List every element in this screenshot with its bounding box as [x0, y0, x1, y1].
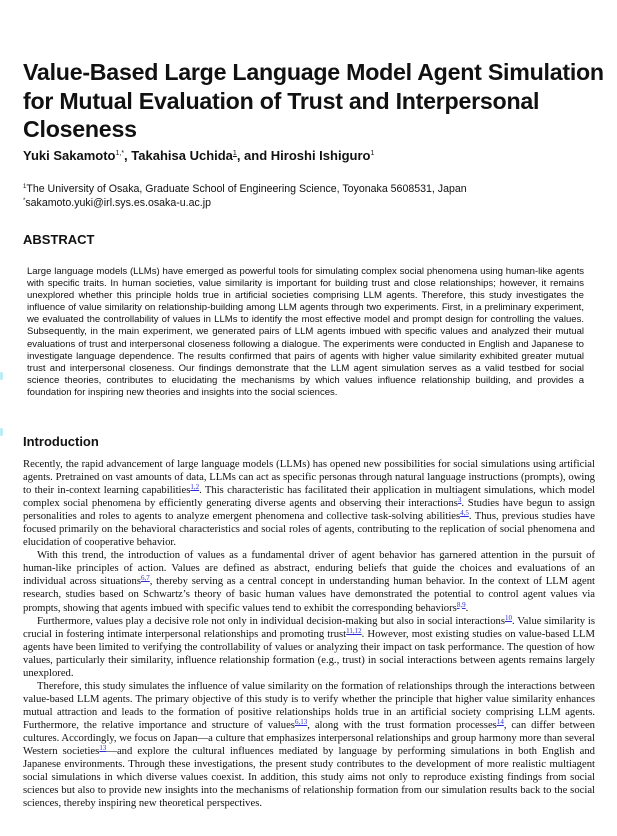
email-text: sakamoto.yuki@irl.sys.es.osaka-u.ac.jp: [25, 196, 211, 209]
paragraph-text: . However, most existing studies on value-based LLM agents have been limited to verifying the controllability of values or analyzing their impact on task performance. The question of how values, particularly their similarity, influence relationship formation (e.g., trust) in social interactions between agents remains largely unexplored.: [23, 628, 596, 679]
citation-link[interactable]: 13: [99, 744, 107, 753]
paper-title: Value-Based Large Language Model Agent Simulation for Mutual Evaluation of Trust and Interpersonal Closeness: [23, 59, 604, 142]
paragraph: [23, 549, 595, 614]
paragraph-text: . Value similarity is crucial in fostering intimate interpersonal relationships and promoting trust: [23, 615, 595, 640]
affiliations: [23, 183, 613, 210]
introduction-body: [23, 458, 595, 810]
paragraph: [23, 615, 595, 680]
paragraph: [23, 680, 595, 810]
abstract-heading: ABSTRACT: [23, 232, 95, 247]
paragraph-text: . Studies have begun to assign personalities and roles to agents to analyze emergent phenomena and collective task-solving abilities: [23, 498, 595, 523]
author-separator: , and: [236, 148, 271, 163]
citation-link[interactable]: 10: [504, 613, 512, 622]
citation-link[interactable]: 8,9: [456, 600, 466, 609]
paragraph-text: , thereby serving as a central concept in understanding human behavior. In the context of LLM agent research, studies based on Schwartz’s theory of basic human values have demonstrated the potential to control agent values via prompts, showing that agents imbued with specific values tend to exhibit the corresponding behaviors: [23, 576, 595, 614]
paragraph-text: Recently, the rapid advancement of large language models (LLMs) has opened new possibilities for social simulations using artificial agents. Pretrained on vast amounts of data, LLMs can act as specific personas through natural language instructions (prompts), owing to their in-context learning capabilities: [23, 459, 595, 497]
paragraph-text: —and explore the cultural influences mediated by language by performing simulations in both English and Japanese environments. Through these investigations, the present study contributes to the development of more realistic multiagent social simulations in which diverse values coexist. In addition, this study aims not only to reproduce existing findings from social sciences but also to provide new insights into the mechanisms of relationship formation from our simulation results back to the social sciences, thereby inspiring new theoretical perspectives.: [23, 746, 595, 810]
paragraph-text: , along with the trust formation processes: [307, 719, 497, 731]
paragraph: [23, 458, 595, 549]
affiliation-link[interactable]: 1: [232, 150, 237, 157]
paragraph-text: . Thus, previous studies have focused primarily on the behavioral characteristics and social roles of agents, contributing to the replication of social phenomena and elucidation of cooperative behavior.: [23, 511, 595, 549]
margin-marker: [0, 428, 3, 436]
author-name: Yuki Sakamoto: [23, 148, 116, 163]
section-heading-introduction: Introduction: [23, 434, 99, 449]
author-name: Takahisa Uchida: [131, 148, 233, 163]
paragraph-text: Therefore, this study simulates the influence of value similarity on the formation of relationships through the interactions between value-based LLM agents. The primary objective of this study is to verify whether the principle that higher value similarity enhances mutual attraction and leads to the formation of positive relationships holds true in an artificial society comprising LLM agents. Furthermore, the relative importance and structure of values: [23, 680, 595, 731]
citation-link[interactable]: 1,2: [190, 483, 200, 492]
paragraph-text: With this trend, the introduction of values as a fundamental driver of agent behavior has garnered attention in the pursuit of human-like principles of action. Values are defined as abstract, enduring beliefs that guide the choices and evaluations of an individual across situations: [23, 550, 595, 588]
author-separator: ,: [124, 148, 132, 163]
corresponding-mark: *: [23, 197, 26, 204]
affiliation-text: The University of Osaka, Graduate School of Engineering Science, Toyonaka 5608531, Japan: [26, 183, 467, 195]
author-affiliation-mark: 1,*: [115, 150, 125, 157]
email-line: [23, 197, 613, 211]
paragraph-text: . This characteristic has facilitated their application in multiagent simulations, which model complex social phenomena by efficiently generating diverse agents and observing their interactions: [23, 485, 596, 510]
margin-marker: [0, 372, 3, 380]
paragraph-text: .: [465, 602, 469, 614]
citation-link[interactable]: 3: [457, 496, 462, 505]
affiliation-mark: 1: [23, 184, 27, 190]
paragraph-text: , can differ between cultures. Accordingly, we focus on Japan—a culture that emphasizes interpersonal relationships and group harmony more than several Western societies: [23, 719, 595, 758]
citation-link[interactable]: 6,7: [140, 574, 150, 583]
author-affiliation-mark: 1: [370, 150, 375, 157]
author-list: [23, 148, 613, 164]
affiliation-line: [23, 183, 613, 197]
citation-link[interactable]: 11,12: [346, 626, 362, 635]
citation-link[interactable]: 4,5: [460, 509, 469, 518]
paragraph-text: Furthermore, values play a decisive role not only in individual decision-making but also in social interactions: [37, 615, 505, 627]
citation-link[interactable]: 14: [496, 717, 504, 726]
author-name: Hiroshi Ishiguro: [270, 148, 371, 163]
abstract-text: Large language models (LLMs) have emerged as powerful tools for simulating complex social phenomena using human-like agents with specific traits. In human societies, value similarity is important for building trust and close relationships; however, it remains unexplored whether this principle holds true in artificial societies comprising LLM agents. Therefore, this study investigates the influence of value similarity on relationship-building among LLM agents through two experiments. First, in a preliminary experiment, we evaluated the controllability of values in LLMs to identify the most effective model and prompt design for controlling the values. Subsequently, in the main experiment, we generated pairs of LLM agents imbued with specific values and analyzed their mutual evaluations of trust and interpersonal closeness following a dialogue. The experiments were conducted in English and Japanese to investigate language dependence. The results confirmed that pairs of agents with higher value similarity exhibited greater mutual trust and interpersonal closeness. Our findings demonstrate that the LLM agent simulation serves as a valid testbed for social science theories, contributes to elucidating the mechanisms by which values influence relationship building, and provides a foundation for inspiring new theories and insights into the social sciences.: [27, 266, 584, 398]
citation-link[interactable]: 6,13: [294, 717, 308, 726]
